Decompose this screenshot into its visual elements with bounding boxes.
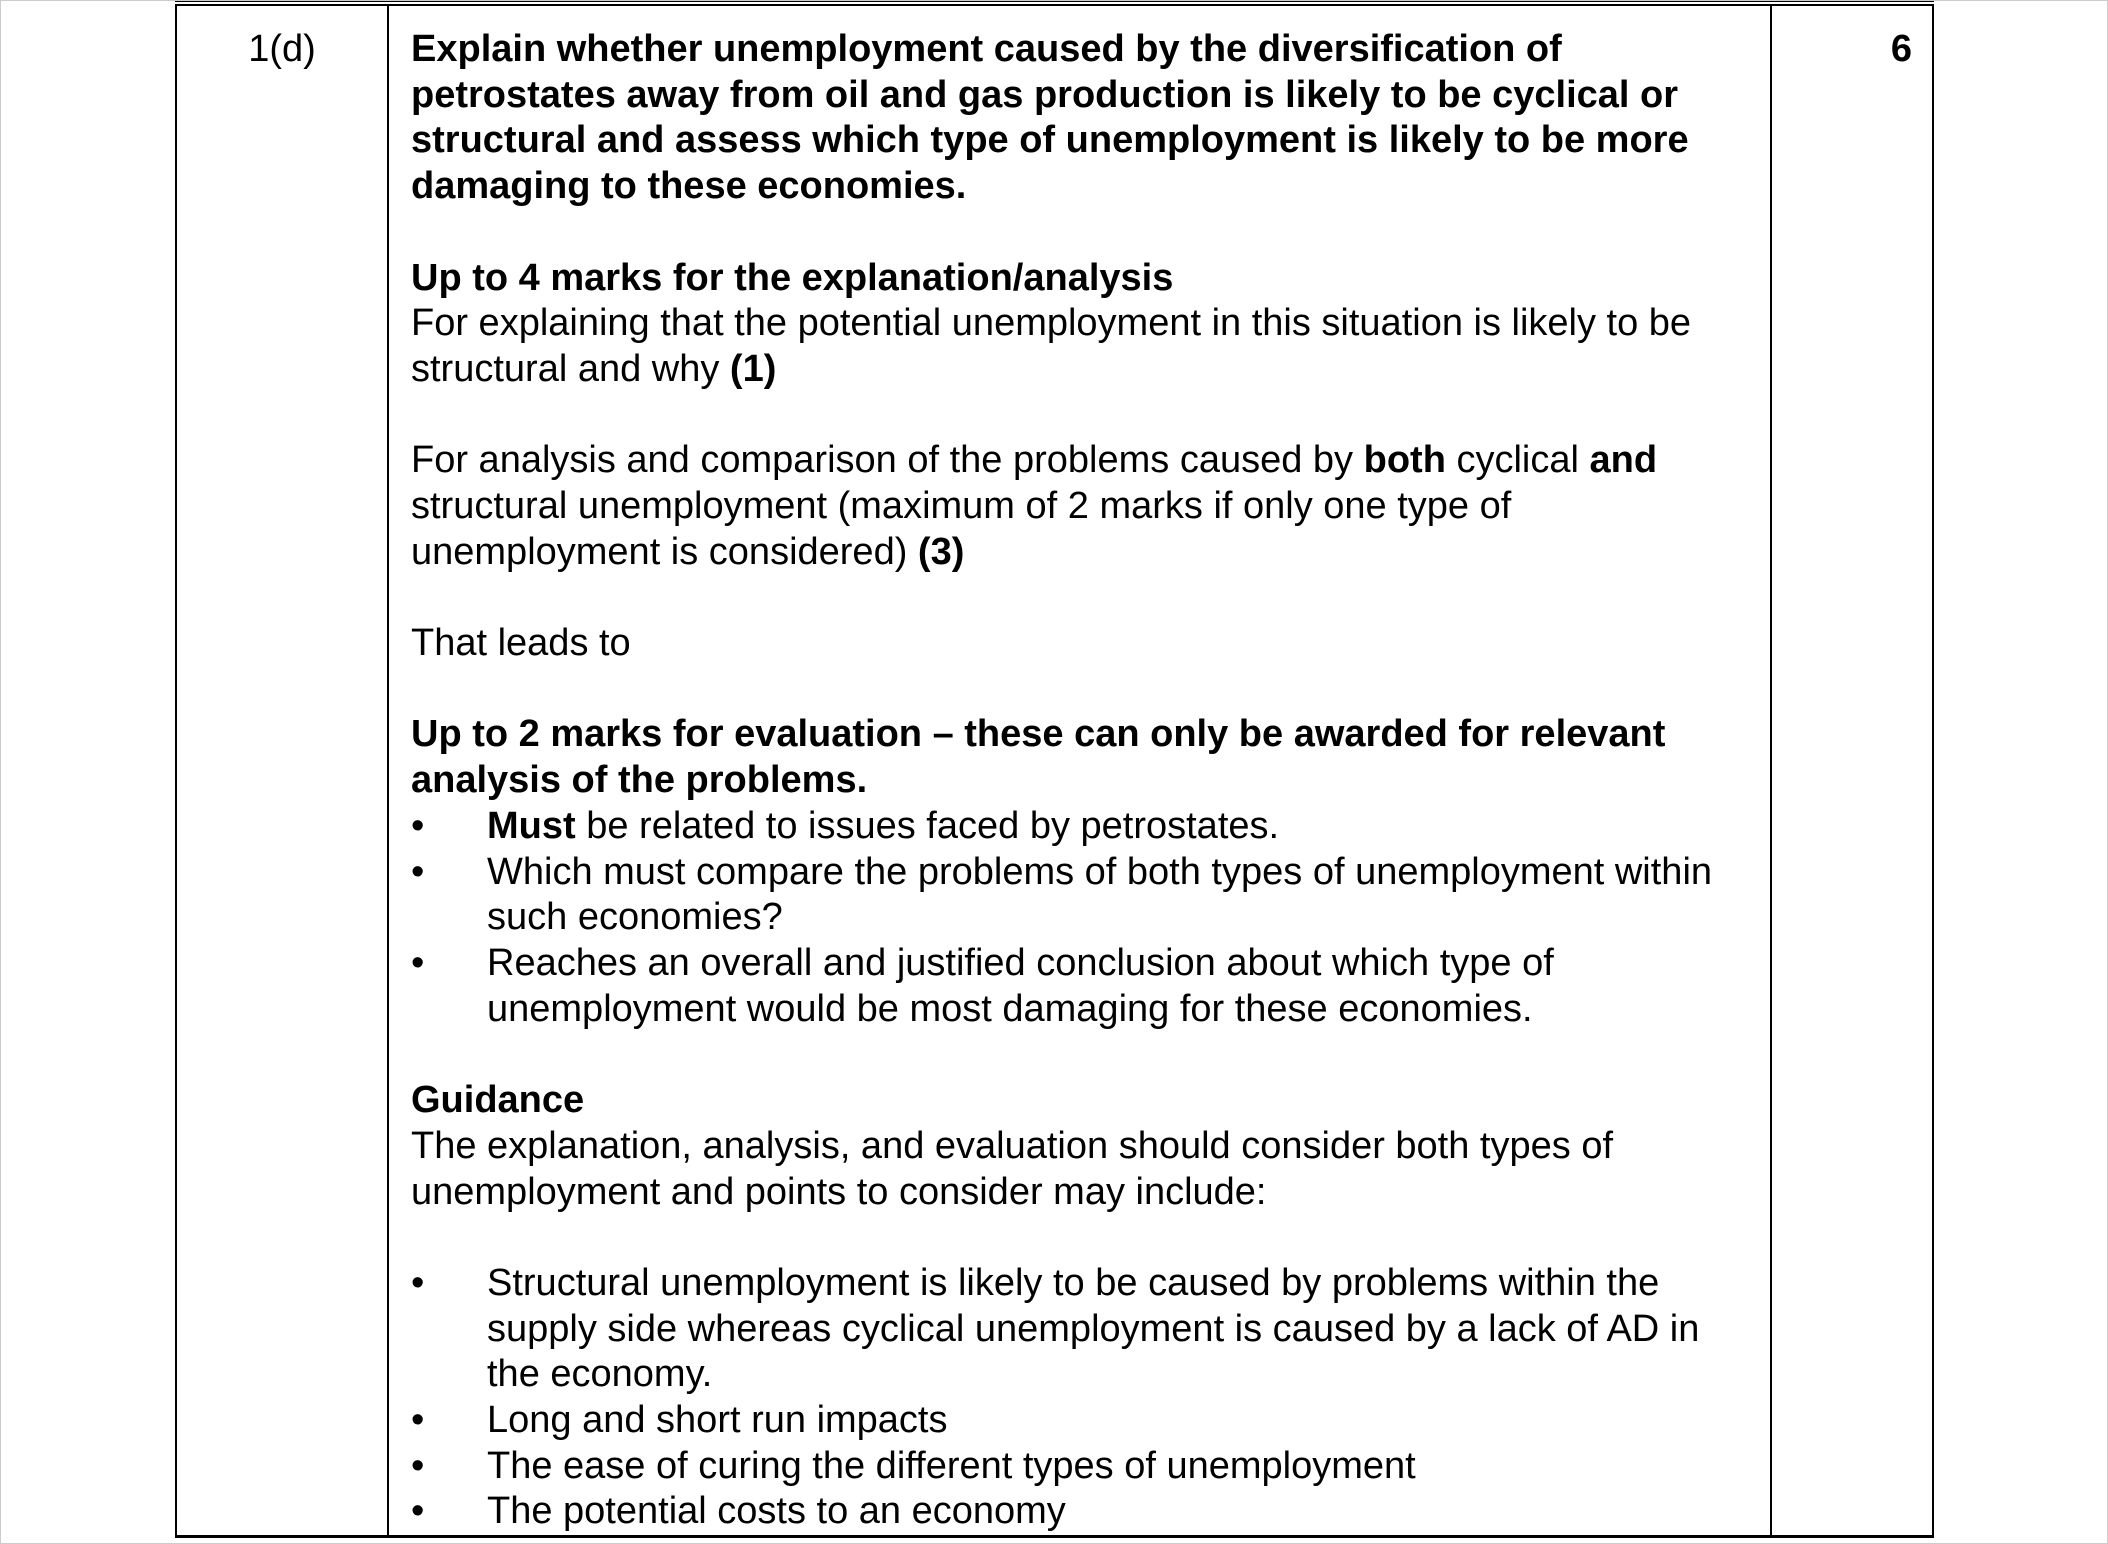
bullet-text: Structural unemployment is likely to be caused by problems within the supply side whereas cyclical unemployment is caused by a lack of AD in the economy. [487, 1261, 1700, 1396]
bullet-item [411, 1261, 1754, 1398]
bullet-text: The ease of curing the different types of unemployment [487, 1444, 1416, 1487]
bullet-icon: • [411, 1261, 425, 1304]
blank-line [411, 575, 1754, 621]
answer-guidance-cell [389, 6, 1772, 1535]
bullet-item [411, 804, 1754, 850]
blank-line [411, 667, 1754, 713]
paragraph: The explanation, analysis, and evaluation should consider both types of unemployment and points to consider may include: [411, 1124, 1614, 1213]
bullet-text: Which must compare the problems of both types of unemployment within such economies? [487, 850, 1713, 939]
bullet-icon: • [411, 804, 425, 847]
blank-line [411, 393, 1754, 439]
paragraph: For analysis and comparison of the problems caused by both cyclical and structural unemployment (maximum of 2 marks if only one type of unemployment is considered) (3) [411, 439, 1658, 573]
bullet-text: The potential costs to an economy [487, 1490, 1066, 1533]
bullet-icon: • [411, 850, 425, 893]
question-number: 1(d) [248, 28, 316, 70]
bullet-item [411, 1444, 1754, 1490]
paragraph: Guidance [411, 1079, 585, 1122]
marks-value: 6 [1890, 28, 1912, 70]
paragraph: Up to 4 marks for the explanation/analysis [411, 256, 1174, 299]
bullet-icon: • [411, 1444, 425, 1487]
paragraph: Up to 2 marks for evaluation – these can only be awarded for relevant analysis of the problems. [411, 713, 1666, 802]
paragraph: That leads to [411, 622, 631, 665]
blank-line [411, 210, 1754, 256]
paragraph: Explain whether unemployment caused by the diversification of petrostates away from oil and gas production is likely to be cyclical or structural and assess which type of unemployment is likely to be more damaging to these economies. [411, 28, 1689, 208]
paragraph: For explaining that the potential unemployment in this situation is likely to be structural and why (1) [411, 302, 1692, 390]
bullet-item [411, 850, 1754, 941]
bullet-item [411, 1489, 1754, 1535]
bullet-item [411, 1398, 1754, 1444]
bullet-text: Long and short run impacts [487, 1399, 948, 1441]
bullet-icon: • [411, 1490, 425, 1533]
marks-cell [1772, 6, 1932, 1535]
blank-line [411, 1032, 1754, 1078]
previous-row-border [175, 1, 1934, 2]
blank-line [411, 1215, 1754, 1261]
bullet-icon: • [411, 942, 425, 984]
bullet-text: Must be related to issues faced by petrostates. [487, 804, 1280, 847]
bullet-icon: • [411, 1399, 425, 1441]
bullet-item [411, 941, 1754, 1032]
bullet-text: Reaches an overall and justified conclusion about which type of unemployment would be most damaging for these economies. [487, 942, 1554, 1030]
mark-scheme-table [175, 4, 1934, 1538]
question-number-cell [177, 6, 389, 1535]
